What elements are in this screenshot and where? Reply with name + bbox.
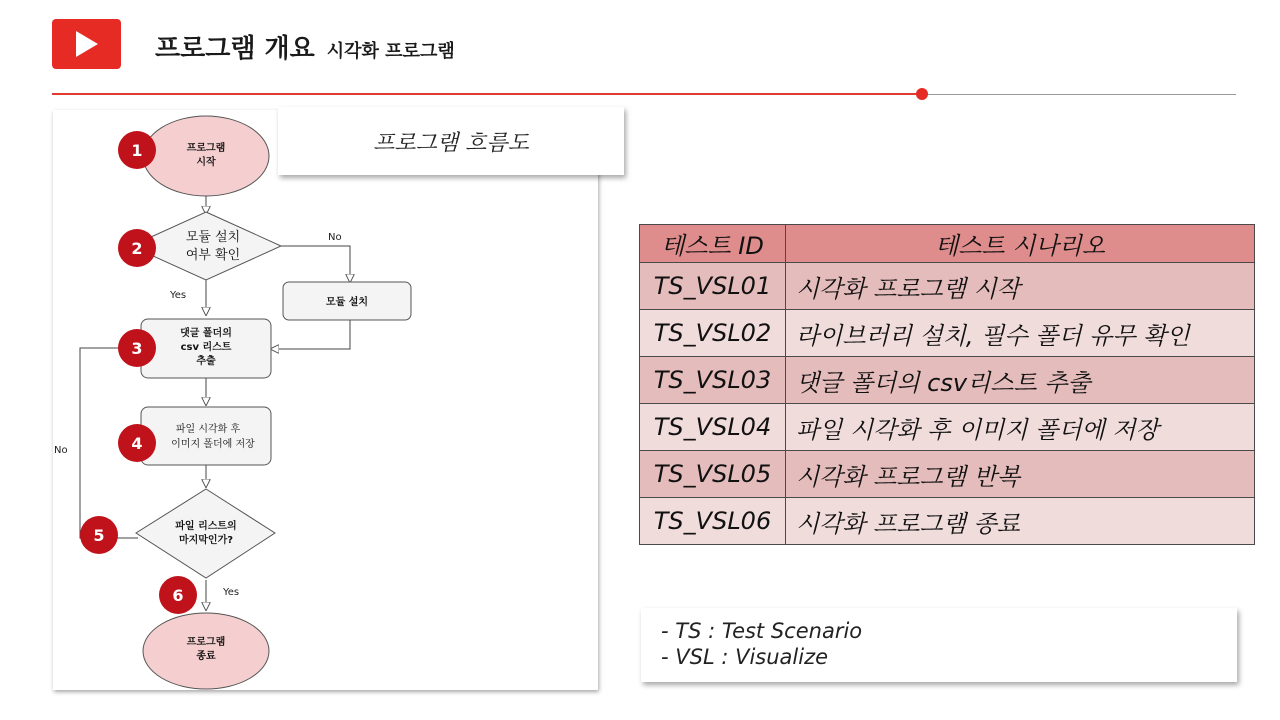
table-row <box>640 498 1255 545</box>
edge-label-yes-extract: Yes <box>170 290 187 301</box>
step-badge-5-label: 5 <box>93 526 105 545</box>
flowchart-title-box <box>278 107 624 175</box>
cell-test-id: TS_VSL01 <box>640 263 786 310</box>
edge-label-no-loop: No <box>54 445 68 456</box>
page-subtitle: 시각화 프로그램 <box>326 41 455 62</box>
cell-scenario: 시각화 프로그램 종료 <box>786 498 1255 545</box>
decision1-label-1: 모듈 설치 <box>185 230 241 245</box>
cell-scenario: 댓글 폴더의 csv리스트 추출 <box>786 357 1255 404</box>
cell-scenario: 라이브러리 설치, 필수 폴더 유무 확인 <box>786 310 1255 357</box>
flowchart-title: 프로그램 흐름도 <box>373 130 529 156</box>
header-rule-dot <box>916 88 928 100</box>
decision2-label-1: 파일 리스트의 <box>175 521 237 532</box>
cell-test-id: TS_VSL03 <box>640 357 786 404</box>
table-row <box>640 451 1255 498</box>
legend-line-ts: - TS : Test Scenario <box>661 619 863 643</box>
edge-decision1-install <box>281 246 350 282</box>
edge-label-yes-end: Yes <box>223 587 240 598</box>
visualize-node <box>141 407 271 465</box>
step-badge-6-label: 6 <box>172 586 184 605</box>
extract-label-2: csv 리스트 <box>180 342 232 353</box>
install-label: 모듈 설치 <box>325 297 369 308</box>
page-title-text: 프로그램 개요 <box>155 34 315 64</box>
cell-test-id: TS_VSL02 <box>640 310 786 357</box>
visualize-label-2: 이미지 폴더에 저장 <box>171 439 255 450</box>
test-scenario-table <box>639 224 1255 545</box>
start-node <box>143 116 269 196</box>
edge-label-no-install: No <box>328 232 342 243</box>
step-badge-1-label: 1 <box>131 141 143 160</box>
start-label-2: 시작 <box>196 157 216 168</box>
abbreviation-legend <box>641 608 1237 682</box>
start-label-1: 프로그램 <box>186 143 226 154</box>
legend-line-vsl: - VSL : Visualize <box>661 645 829 669</box>
edge-install-extract <box>271 320 350 349</box>
header-rule-red <box>52 93 922 95</box>
cell-scenario: 시각화 프로그램 시작 <box>786 263 1255 310</box>
decision2-label-2: 마지막인가? <box>178 535 234 546</box>
table-row <box>640 310 1255 357</box>
header-rule-grey <box>922 94 1236 95</box>
cell-scenario: 시각화 프로그램 반복 <box>786 451 1255 498</box>
table-row <box>640 404 1255 451</box>
extract-label-1: 댓글 폴더의 <box>180 328 232 339</box>
cell-scenario: 파일 시각화 후 이미지 폴더에 저장 <box>786 404 1255 451</box>
step-badge-4-label: 4 <box>131 434 143 453</box>
visualize-label-1: 파일 시각화 후 <box>175 424 241 435</box>
table-header-row <box>640 225 1255 263</box>
play-logo-icon <box>52 19 121 69</box>
flowchart-panel <box>53 110 598 690</box>
decision-last-node <box>136 489 275 578</box>
cell-test-id: TS_VSL04 <box>640 404 786 451</box>
decision1-label-2: 여부 확인 <box>185 248 241 263</box>
table-row <box>640 263 1255 310</box>
end-label-1: 프로그램 <box>186 637 226 648</box>
flowchart <box>53 110 598 690</box>
header-test-id: 테스트 ID <box>640 225 786 263</box>
header-test-scenario: 테스트 시나리오 <box>786 225 1255 263</box>
cell-test-id: TS_VSL05 <box>640 451 786 498</box>
table-row <box>640 357 1255 404</box>
step-badge-3-label: 3 <box>131 339 143 358</box>
cell-test-id: TS_VSL06 <box>640 498 786 545</box>
step-badge-2-label: 2 <box>131 239 143 258</box>
extract-label-3: 추출 <box>196 356 216 367</box>
page-title <box>155 28 455 65</box>
end-label-2: 종료 <box>196 651 216 662</box>
